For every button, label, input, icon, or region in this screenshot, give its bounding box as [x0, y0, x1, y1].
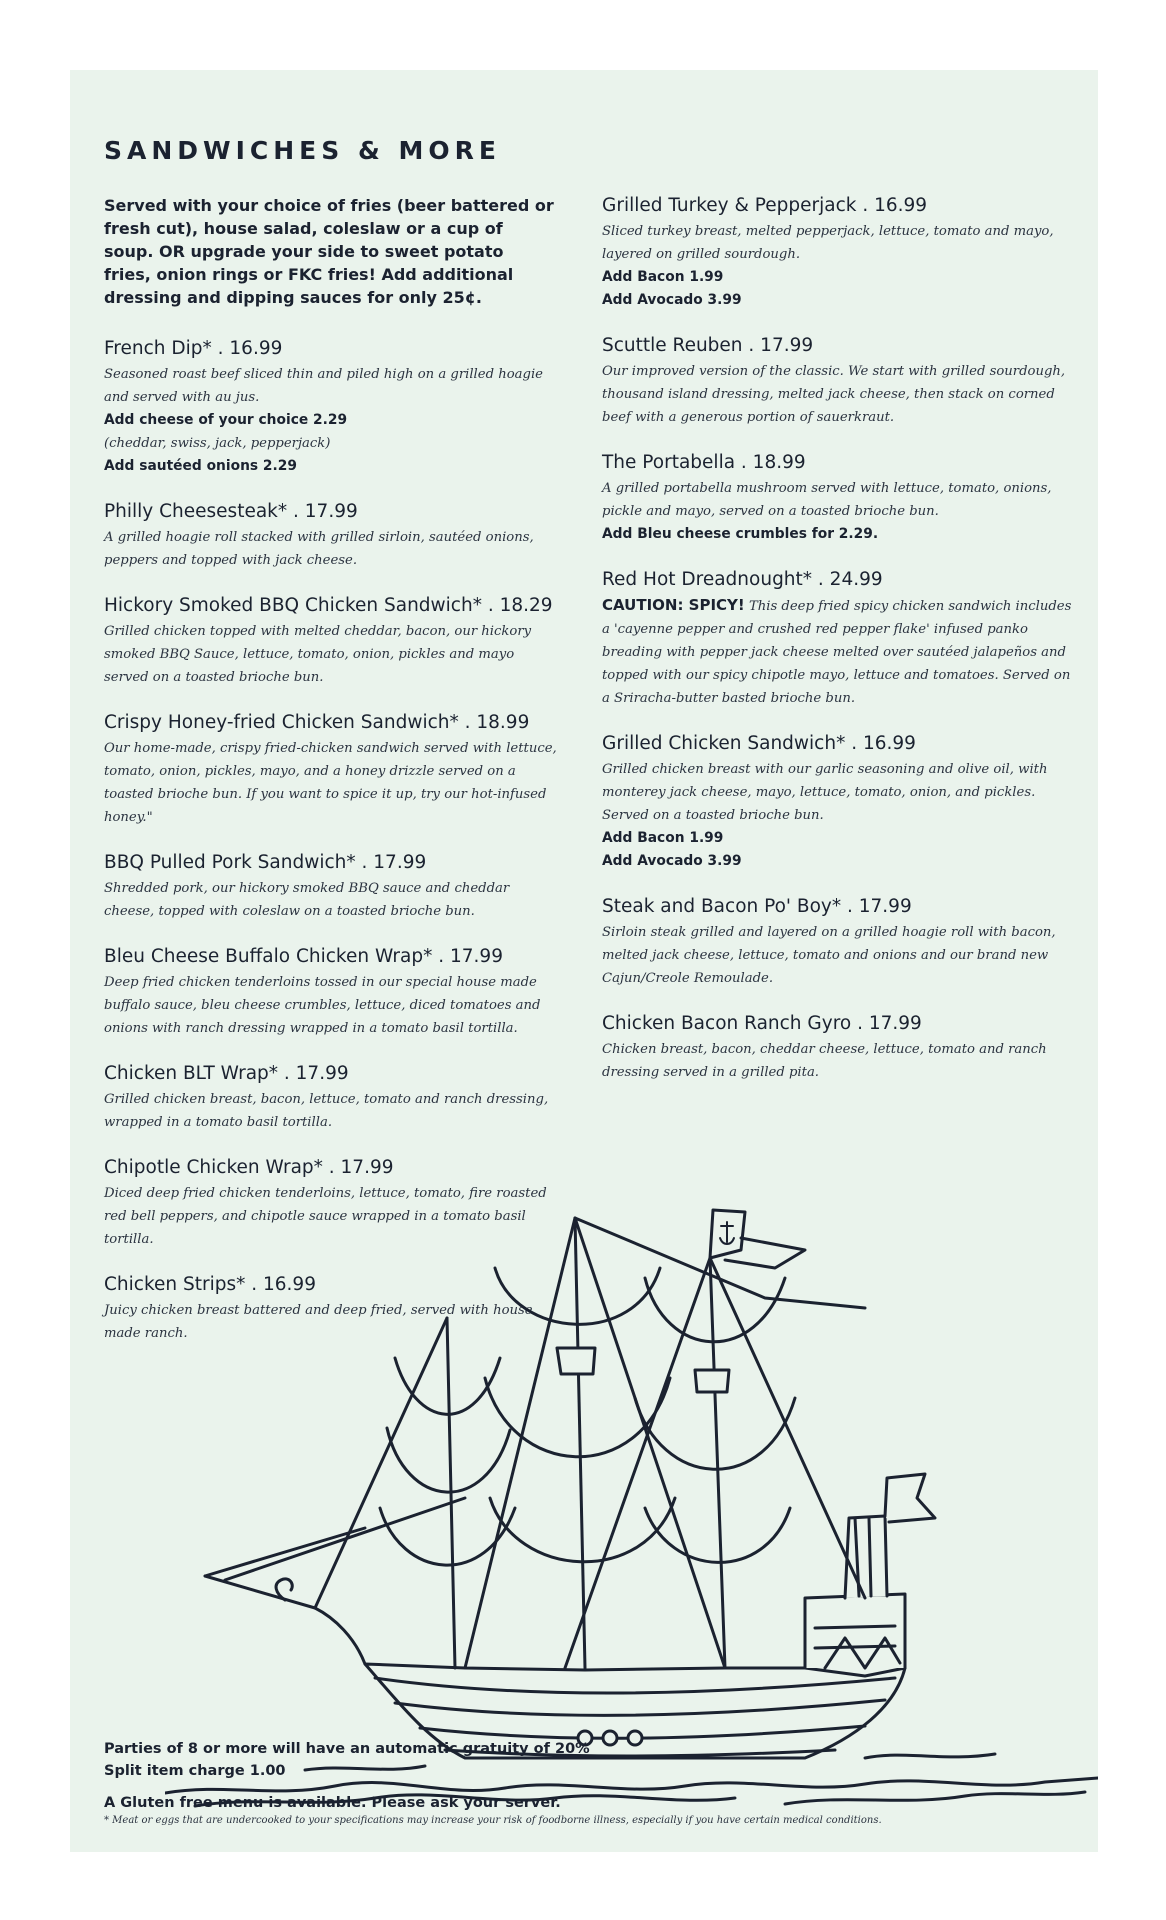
- item-name: Scuttle Reuben . 17.99: [602, 335, 814, 356]
- item-description: Deep fried chicken tenderloins tossed in our special house made buffalo sauce, bleu cheese crumbles, lettuce, diced tomatoes and onions with ranch dressing wrapped in a tomato basil tortilla.: [104, 975, 541, 1036]
- item-name: Chicken BLT Wrap* . 17.99: [104, 1063, 349, 1084]
- item-description: Grilled chicken breast, bacon, lettuce, tomato and ranch dressing, wrapped in a tomato basil tortilla.: [104, 1092, 549, 1130]
- intro-text: Served with your choice of fries (beer battered or fresh cut), house salad, coleslaw or a cup of soup. OR upgrade your side to sweet potato fries, onion rings or FKC fries! Add additional dressing and dipping sauces for only 25¢.: [104, 196, 554, 307]
- menu-item: [602, 334, 1072, 429]
- item-name: Chipotle Chicken Wrap* . 17.99: [104, 1157, 394, 1178]
- footer: [104, 1738, 1084, 1828]
- item-description: A grilled portabella mushroom served with lettuce, tomato, onions, pickle and mayo, served on a toasted brioche bun.: [602, 481, 1052, 519]
- pirate-ship-illustration: [165, 1198, 1098, 1808]
- item-name: The Portabella . 18.99: [602, 452, 806, 473]
- item-addon: Add Avocado 3.99: [602, 292, 742, 308]
- item-name: BBQ Pulled Pork Sandwich* . 17.99: [104, 852, 427, 873]
- item-name: Hickory Smoked BBQ Chicken Sandwich* . 18.29: [104, 595, 553, 616]
- gluten-free-note: A Gluten free menu is available. Please ask your server.: [104, 1795, 561, 1811]
- menu-item: [104, 851, 559, 923]
- item-name: Red Hot Dreadnought* . 24.99: [602, 569, 883, 590]
- menu-item: [104, 1062, 559, 1134]
- item-name: Grilled Chicken Sandwich* . 16.99: [602, 733, 916, 754]
- menu-item: [104, 711, 559, 829]
- item-description: Chicken breast, bacon, cheddar cheese, lettuce, tomato and ranch dressing served in a grilled pita.: [602, 1042, 1047, 1080]
- menu-item: [602, 1012, 1072, 1084]
- right-column: [602, 194, 1072, 1106]
- item-name: Crispy Honey-fried Chicken Sandwich* . 18.99: [104, 712, 530, 733]
- gratuity-note: Parties of 8 or more will have an automatic gratuity of 20%: [104, 1741, 590, 1757]
- section-title: SANDWICHES & MORE: [104, 136, 501, 165]
- menu-item: [602, 732, 1072, 873]
- item-description: Grilled chicken breast with our garlic seasoning and olive oil, with monterey jack cheese, mayo, lettuce, tomato, onion, and pickles. Served on a toasted brioche bun.: [602, 762, 1048, 823]
- menu-item: [104, 500, 559, 572]
- item-name: Chicken Strips* . 16.99: [104, 1274, 316, 1295]
- item-addon: Add cheese of your choice 2.29: [104, 412, 348, 428]
- item-name: Grilled Turkey & Pepperjack . 16.99: [602, 195, 928, 216]
- caution-label: CAUTION: SPICY!: [602, 596, 745, 614]
- menu-item: [104, 945, 559, 1040]
- foodborne-disclaimer: * Meat or eggs that are undercooked to your specifications may increase your risk of foodborne illness, especially if you have certain medical conditions.: [104, 1815, 882, 1826]
- item-description: [602, 594, 1072, 710]
- item-description: Shredded pork, our hickory smoked BBQ sauce and cheddar cheese, topped with coleslaw on a toasted brioche bun.: [104, 881, 510, 919]
- item-description: A grilled hoagie roll stacked with grilled sirloin, sautéed onions, peppers and topped with jack cheese.: [104, 530, 534, 568]
- item-name: Chicken Bacon Ranch Gyro . 17.99: [602, 1013, 922, 1034]
- item-name: Bleu Cheese Buffalo Chicken Wrap* . 17.99: [104, 946, 503, 967]
- item-description: Sirloin steak grilled and layered on a grilled hoagie roll with bacon, melted jack cheese, lettuce, tomato and onions and our brand new Cajun/Creole Remoulade.: [602, 925, 1056, 986]
- menu-item: [602, 451, 1072, 546]
- item-description: Grilled chicken topped with melted cheddar, bacon, our hickory smoked BBQ Sauce, lettuce, tomato, onion, pickles and mayo served on a toasted brioche bun.: [104, 624, 532, 685]
- item-description: Sliced turkey breast, melted pepperjack, lettuce, tomato and mayo, layered on grilled sourdough.: [602, 224, 1054, 262]
- menu-item: [602, 568, 1072, 710]
- item-description: Juicy chicken breast battered and deep fried, served with house made ranch.: [104, 1303, 533, 1341]
- item-name: French Dip* . 16.99: [104, 338, 283, 359]
- item-name: Steak and Bacon Po' Boy* . 17.99: [602, 896, 912, 917]
- split-charge-note: Split item charge 1.00: [104, 1763, 286, 1779]
- item-addon-note: (cheddar, swiss, jack, pepperjack): [104, 436, 331, 451]
- item-addon: Add Bleu cheese crumbles for 2.29.: [602, 526, 879, 542]
- menu-panel: [70, 70, 1098, 1852]
- item-description: Seasoned roast beef sliced thin and piled high on a grilled hoagie and served with au jus.: [104, 367, 543, 405]
- menu-item: [602, 194, 1072, 312]
- item-addon: Add Bacon 1.99: [602, 269, 724, 285]
- menu-item: [104, 594, 559, 689]
- menu-item: [602, 895, 1072, 990]
- item-addon: Add Bacon 1.99: [602, 830, 724, 846]
- item-description-text: This deep fried spicy chicken sandwich includes a 'cayenne pepper and crushed red pepper flake' infused panko breading with pepper jack cheese melted over sautéed jalapeños and topped with our spicy chipotle mayo, lettuce and tomatoes. Served on a Sriracha-butter basted brioche bun.: [602, 599, 1072, 706]
- item-addon: Add sautéed onions 2.29: [104, 458, 297, 474]
- item-name: Philly Cheesesteak* . 17.99: [104, 501, 358, 522]
- item-description: Our improved version of the classic. We start with grilled sourdough, thousand island dressing, melted jack cheese, then stack on corned beef with a generous portion of sauerkraut.: [602, 364, 1066, 425]
- left-column: [104, 194, 559, 1367]
- menu-item: [104, 337, 559, 478]
- item-addon: Add Avocado 3.99: [602, 853, 742, 869]
- item-description: Our home-made, crispy fried-chicken sandwich served with lettuce, tomato, onion, pickles, mayo, and a honey drizzle served on a toasted brioche bun. If you want to spice it up, try our hot-infused honey.": [104, 741, 557, 825]
- item-description: Diced deep fried chicken tenderloins, lettuce, tomato, fire roasted red bell peppers, and chipotle sauce wrapped in a tomato basil tortilla.: [104, 1186, 547, 1247]
